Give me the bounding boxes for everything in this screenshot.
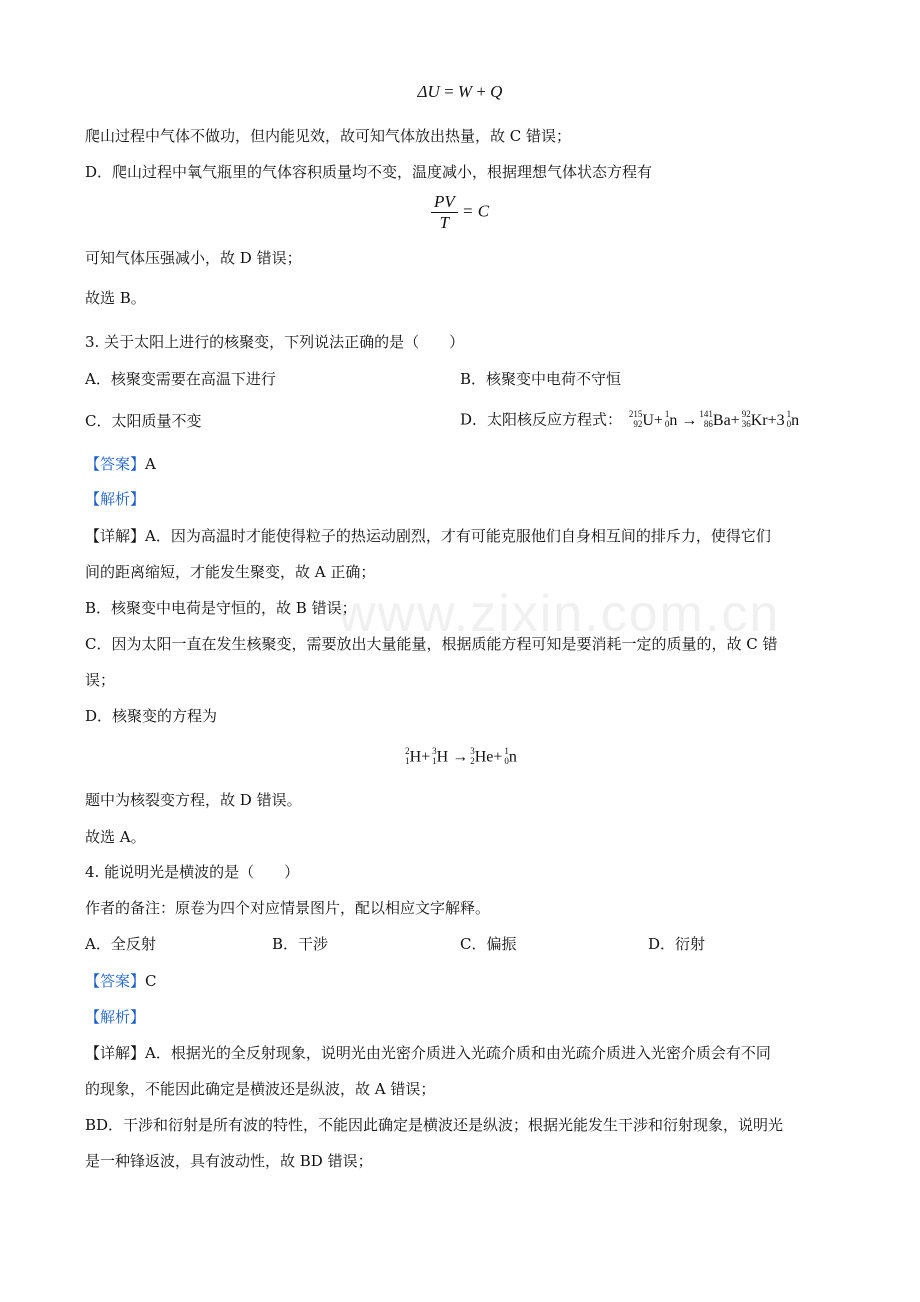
detail-3-a-line1: 【详解】A．因为高温时才能使得粒子的热运动剧烈，才有可能克服他们自身相互间的排斥力，使得它们 [85, 527, 771, 545]
answer-4 [85, 971, 157, 991]
detail-3-b: B．核聚变中电荷是守恒的，故 B 错误； [85, 599, 357, 617]
q3-option-a: A．核聚变需要在高温下进行 [85, 370, 276, 388]
nuclide-n2: 1 0 [786, 409, 792, 429]
nuclide-n1: 1 0 [664, 409, 670, 429]
detail-tag: 【详解】 [85, 1044, 146, 1062]
nuclide-u: 215 92 [628, 409, 643, 429]
eq2-numerator: PV [431, 192, 458, 213]
equation-ideal-gas [0, 192, 920, 233]
q3-option-b: B．核聚变中电荷不守恒 [460, 370, 622, 388]
detail-3-d: D．核聚变的方程为 [85, 707, 218, 725]
nuclide-kr: 92 36 [741, 409, 751, 429]
watermark: www.zixin.com.cn [338, 585, 781, 643]
question-3-stem: 3. 关于太阳上进行的核聚变，下列说法正确的是（ ） [85, 333, 465, 351]
analysis-4-tag: 【解析】 [85, 1008, 146, 1026]
paragraph-d-intro: D．爬山过程中氧气瓶里的气体容积质量均不变，温度减小，根据理想气体状态方程有 [85, 163, 653, 181]
answer-value: A [145, 455, 156, 473]
detail-4-a-line2: 的现象，不能因此确定是横波还是纵波，故 A 错误； [85, 1080, 436, 1098]
eq-plus: + [476, 82, 486, 101]
q3-option-d-label: D．太阳核反应方程式： [460, 410, 623, 429]
nuclide-n: 1 0 [504, 746, 509, 766]
q4-option-a: A．全反射 [85, 935, 156, 953]
eq-lhs: ΔU [417, 82, 440, 101]
detail-3-a-line2: 间的距离缩短，才能发生聚变，故 A 正确； [85, 563, 376, 581]
equation-fusion: 2 1 H+ 3 1 H → 3 2 He+ 1 0 n [0, 746, 920, 770]
eq-op: = [444, 82, 454, 101]
nuclide-he: 3 2 [470, 746, 475, 766]
equation-first-law [0, 82, 920, 102]
question-4-stem: 4. 能说明光是横波的是（ ） [85, 863, 300, 881]
paragraph-c-conclusion: 爬山过程中气体不做功，但内能见效，故可知气体放出热量，故 C 错误； [85, 127, 572, 145]
paragraph-d-conclusion: 可知气体压强减小，故 D 错误； [85, 249, 302, 267]
eq2-rhs: = C [461, 201, 490, 221]
detail-3-c-line1: C．因为太阳一直在发生核聚变，需要放出大量能量，根据质能方程可知是要消耗一定的质量的，故 C 错 [85, 635, 778, 653]
q4-option-c: C．偏振 [460, 935, 517, 953]
answer-3 [85, 454, 156, 474]
question-4-note: 作者的备注：原卷为四个对应情景图片，配以相应文字解释。 [85, 899, 491, 917]
detail-3-d-conclusion: 题中为核裂变方程，故 D 错误。 [85, 791, 302, 809]
analysis-3-tag: 【解析】 [85, 490, 146, 508]
q4-option-d: D．衍射 [648, 935, 706, 953]
q3-option-d [460, 409, 799, 433]
answer-tag: 【答案】 [85, 972, 146, 990]
selection-q3: 故选 A。 [85, 828, 146, 846]
detail-4-a-line1: 【详解】A．根据光的全反射现象，说明光由光密介质进入光疏介质和由光疏介质进入光密介质会有不同 [85, 1044, 771, 1062]
detail-3-c-line2: 误； [85, 671, 116, 689]
eq2-fraction [431, 192, 458, 233]
nuclide-ba: 141 86 [699, 409, 713, 429]
answer-tag: 【答案】 [85, 455, 146, 473]
detail-tag: 【详解】 [85, 527, 146, 545]
q4-option-b: B．干涉 [272, 935, 329, 953]
detail-4-bd-line1: BD．干涉和衍射是所有波的特性，不能因此确定是横波还是纵波；根据光能发生干涉和衍射现象，说明光 [85, 1116, 784, 1134]
answer-value: C [145, 972, 157, 990]
q3-option-d-equation: 215 92 U+ 1 0 n → 141 86 Ba+ 92 36 Kr+3 1 0 n [627, 412, 799, 429]
nuclide-h3: 3 1 [432, 746, 437, 766]
detail-4-bd-line2: 是一种锋返波，具有波动性，故 BD 错误； [85, 1152, 373, 1170]
nuclide-h2: 2 1 [405, 746, 410, 766]
eq-w: W [457, 82, 473, 101]
eq2-denominator: T [439, 213, 450, 232]
q3-option-c: C．太阳质量不变 [85, 412, 202, 430]
selection-q2: 故选 B。 [85, 289, 146, 307]
eq-q: Q [490, 82, 503, 101]
